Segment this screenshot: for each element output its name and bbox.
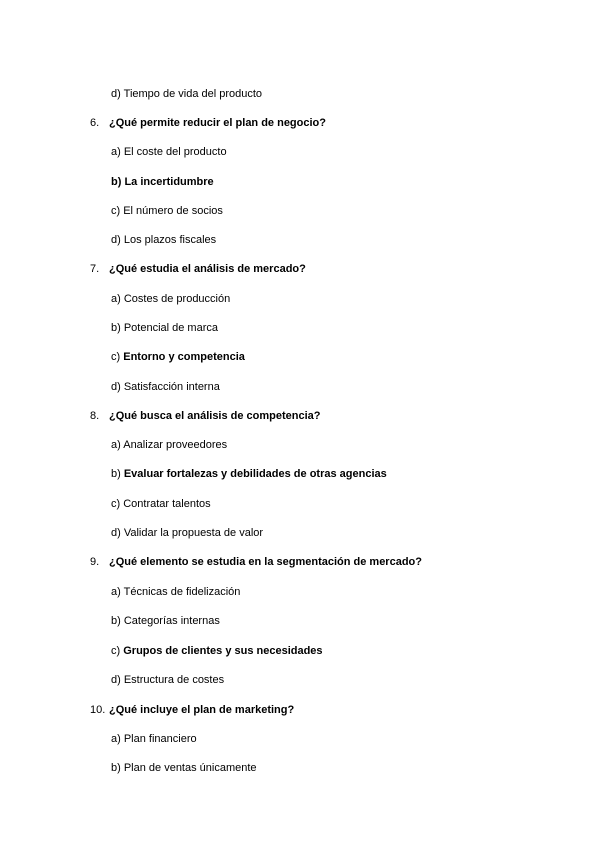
option-d: d) Satisfacción interna bbox=[111, 381, 220, 393]
option-d: d) Los plazos fiscales bbox=[111, 234, 217, 246]
option-b: b) Potencial de marca bbox=[111, 322, 218, 334]
option-d: d) Validar la propuesta de valor bbox=[111, 527, 264, 539]
option-b: b) Categorías internas bbox=[111, 615, 220, 627]
option-prefix: c) bbox=[111, 645, 124, 657]
option-b-correct bbox=[111, 467, 387, 481]
option-a: a) Técnicas de fidelización bbox=[111, 586, 241, 598]
option-c: c) Contratar talentos bbox=[111, 498, 211, 510]
option-text: Entorno y competencia bbox=[123, 351, 245, 363]
question-text: ¿Qué elemento se estudia en la segmentación de mercado? bbox=[109, 556, 422, 568]
option-a: a) Analizar proveedores bbox=[111, 439, 228, 451]
question-number: 7. bbox=[90, 263, 100, 275]
option-a: a) Plan financiero bbox=[111, 733, 197, 745]
leading-option: d) Tiempo de vida del producto bbox=[111, 88, 263, 100]
option-c-correct bbox=[111, 644, 323, 658]
option-prefix: b) bbox=[111, 468, 124, 480]
option-b: b) Plan de ventas únicamente bbox=[111, 762, 257, 774]
option-prefix: c) bbox=[111, 351, 124, 363]
option-a: a) Costes de producción bbox=[111, 293, 231, 305]
question-text: ¿Qué permite reducir el plan de negocio? bbox=[109, 117, 326, 129]
option-c: c) El número de socios bbox=[111, 205, 223, 217]
question-text: ¿Qué incluye el plan de marketing? bbox=[109, 704, 295, 716]
question-number: 9. bbox=[90, 556, 100, 568]
option-d: d) Estructura de costes bbox=[111, 674, 225, 686]
option-a: a) El coste del producto bbox=[111, 146, 227, 158]
option-b-correct: b) La incertidumbre bbox=[111, 176, 214, 188]
option-c-correct bbox=[111, 350, 245, 364]
option-text: Grupos de clientes y sus necesidades bbox=[123, 645, 323, 657]
question-number: 6. bbox=[90, 117, 100, 129]
option-text: Evaluar fortalezas y debilidades de otras agencias bbox=[123, 468, 387, 480]
question-number: 10. bbox=[90, 704, 106, 716]
question-number: 8. bbox=[90, 410, 100, 422]
question-text: ¿Qué estudia el análisis de mercado? bbox=[109, 263, 306, 275]
question-text: ¿Qué busca el análisis de competencia? bbox=[109, 410, 321, 422]
